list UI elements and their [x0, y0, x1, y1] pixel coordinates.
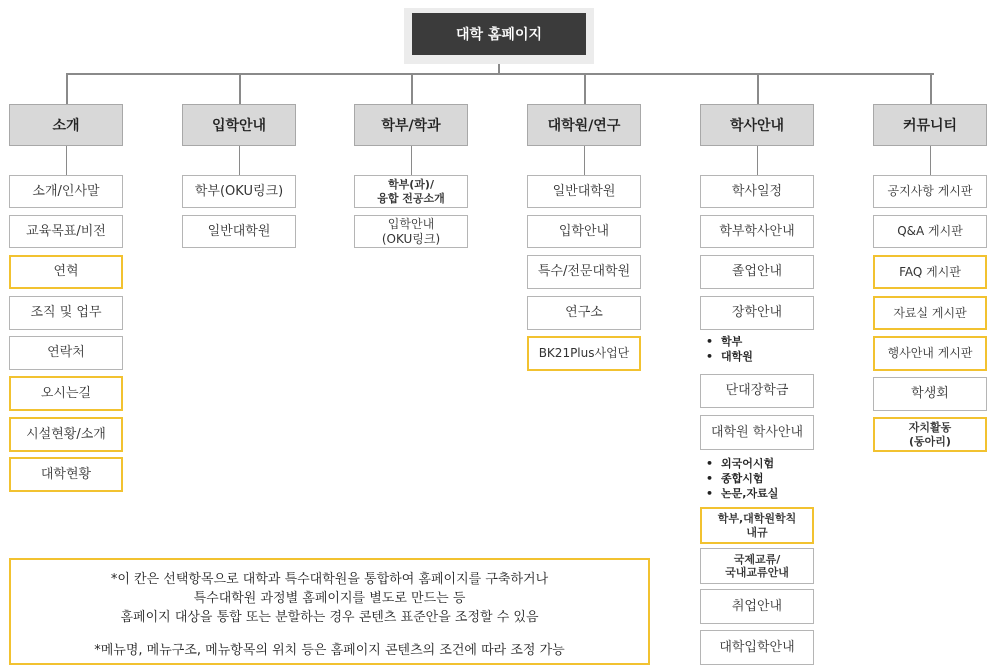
item-acad-university-admission: 대학입학안내 — [700, 630, 814, 665]
item-intro-status: 대학현황 — [9, 457, 123, 492]
item-acad-graduation: 졸업안내 — [700, 255, 814, 289]
stub-col1 — [66, 146, 67, 176]
connector-col1 — [66, 73, 68, 104]
scholarship-bullet-list — [706, 334, 806, 364]
item-grad-general: 일반대학원 — [527, 175, 641, 208]
item-dept-majors: 학부(과)/ 융합 전공소개 — [354, 175, 468, 208]
bullet-item: • 종합시험 — [706, 471, 806, 486]
root-node: 대학 홈페이지 — [412, 13, 586, 55]
bullet-item: • 논문,자료실 — [706, 486, 806, 501]
item-community-events: 행사안내 게시판 — [873, 336, 987, 371]
item-acad-undergrad: 학부학사안내 — [700, 215, 814, 248]
connector-col2 — [239, 73, 241, 104]
item-community-clubs: 자치활동 (동아리) — [873, 417, 987, 452]
note-line: *이 칸은 선택항목으로 대학과 특수대학원을 통합하여 홈페이지를 구축하거나 — [110, 572, 549, 587]
item-intro-vision: 교육목표/비전 — [9, 215, 123, 248]
bullet-item: • 학부 — [706, 334, 806, 349]
stub-col2 — [239, 146, 240, 176]
item-grad-admission: 입학안내 — [527, 215, 641, 248]
item-intro-history: 연혁 — [9, 255, 123, 289]
item-admission-undergrad: 학부(OKU링크) — [182, 175, 296, 208]
item-dept-admission: 입학안내 (OKU링크) — [354, 215, 468, 248]
note-line: 특수대학원 과정별 홈페이지를 별도로 만드는 등 — [193, 591, 466, 606]
grad-info-bullet-list — [706, 456, 806, 501]
category-intro: 소개 — [9, 104, 123, 146]
connector-col3 — [411, 73, 413, 104]
item-community-qna: Q&A 게시판 — [873, 215, 987, 248]
note-box — [9, 558, 650, 665]
item-intro-contact: 연락처 — [9, 336, 123, 370]
category-academic: 학사안내 — [700, 104, 814, 146]
item-community-archive: 자료실 게시판 — [873, 296, 987, 330]
stub-col6 — [930, 146, 931, 176]
item-admission-graduate: 일반대학원 — [182, 215, 296, 248]
connector-col4 — [584, 73, 586, 104]
stub-col3 — [411, 146, 412, 176]
stub-col4 — [584, 146, 585, 176]
item-acad-exchange: 국제교류/ 국내교류안내 — [700, 548, 814, 584]
category-departments: 학부/학과 — [354, 104, 468, 146]
item-acad-calendar: 학사일정 — [700, 175, 814, 208]
item-intro-directions: 오시는길 — [9, 376, 123, 411]
note-line: 홈페이지 대상을 통합 또는 분할하는 경우 콘텐츠 표준안을 조정할 수 있음 — [120, 610, 539, 625]
category-community: 커뮤니티 — [873, 104, 987, 146]
item-acad-scholarship: 장학안내 — [700, 296, 814, 330]
item-acad-college-scholarship: 단대장학금 — [700, 374, 814, 408]
item-grad-institute: 연구소 — [527, 296, 641, 330]
item-grad-special: 특수/전문대학원 — [527, 255, 641, 289]
note-line: *메뉴명, 메뉴구조, 메뉴항목의 위치 등은 홈페이지 콘텐츠의 조건에 따라 조정 가능 — [94, 643, 565, 658]
item-intro-greeting: 소개/인사말 — [9, 175, 123, 208]
bullet-item: • 대학원 — [706, 349, 806, 364]
item-acad-grad-info: 대학원 학사안내 — [700, 415, 814, 450]
stub-col5 — [757, 146, 758, 176]
item-grad-bk21: BK21Plus사업단 — [527, 336, 641, 371]
item-community-faq: FAQ 게시판 — [873, 255, 987, 289]
connector-col6 — [930, 73, 932, 104]
bullet-item: • 외국어시험 — [706, 456, 806, 471]
item-intro-facilities: 시설현황/소개 — [9, 417, 123, 452]
item-community-student-council: 학생회 — [873, 377, 987, 411]
item-community-notice: 공지사항 게시판 — [873, 175, 987, 208]
connector-col5 — [757, 73, 759, 104]
connector-horizontal — [66, 73, 934, 75]
category-graduate-research: 대학원/연구 — [527, 104, 641, 146]
item-acad-regulations: 학부,대학원학칙 내규 — [700, 507, 814, 544]
item-acad-employment: 취업안내 — [700, 589, 814, 624]
item-intro-organization: 조직 및 업무 — [9, 296, 123, 330]
category-admission: 입학안내 — [182, 104, 296, 146]
